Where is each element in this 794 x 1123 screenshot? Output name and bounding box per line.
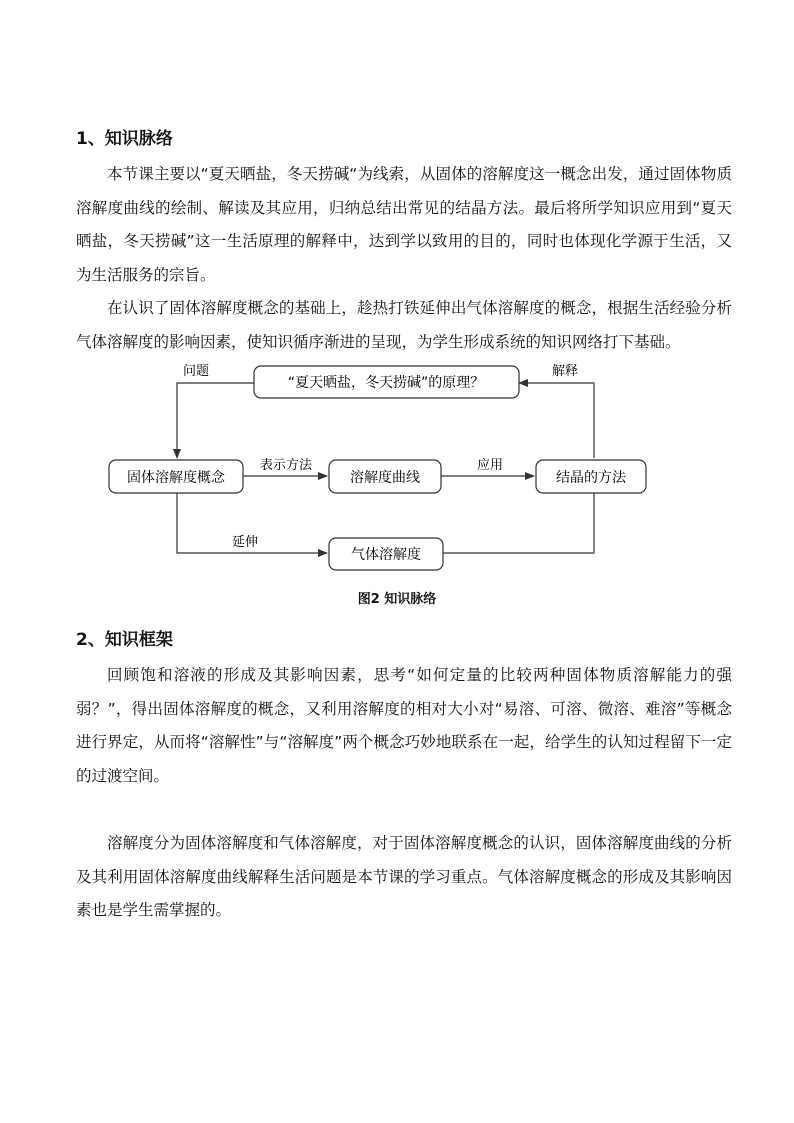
edge-label-explain: 解释 xyxy=(551,364,579,379)
section1-heading: 1、知识脉络 xyxy=(76,129,173,149)
edge-crystallization-to-gas xyxy=(443,492,594,553)
node-question-label: “夏天晒盐，冬天捞碱”的原理？ xyxy=(287,375,485,391)
section2-heading: 2、知识框架 xyxy=(76,630,173,650)
node-question xyxy=(254,366,519,398)
section2-paragraph-1: 回顾饱和溶液的形成及其影响因素，思考“如何定量的比较两种固体物质溶解能力的强弱？”，得出固体溶解度的概念，又利用溶解度的相对大小对“易溶、可溶、微溶、难溶”等概念进行界定，从而将“溶解性”与“溶解度”两个概念巧妙地联系在一起，给学生的认知过程留下一定的过渡空间。 xyxy=(76,666,732,785)
edge-label-apply: 应用 xyxy=(476,458,504,473)
node-solid-concept-label: 固体溶解度概念 xyxy=(127,470,225,486)
figure-caption: 图2 知识脉络 xyxy=(357,592,437,607)
node-solid-concept xyxy=(109,460,243,493)
section1-paragraph-1: 本节课主要以“夏天晒盐，冬天捞碱“为线索，从固体的溶解度这一概念出发，通过固体物质溶解度曲线的绘制、解读及其应用，归纳总结出常见的结晶方法。最后将所学知识应用到“夏天晒盐，冬天捞碱”这一生活原理的解释中，达到学以致用的目的，同时也体现化学源于生活，又为生活服务的宗旨。 xyxy=(76,165,732,284)
node-gas-solubility-label: 气体溶解度 xyxy=(351,547,421,563)
section2-paragraph-2: 溶解度分为固体溶解度和气体溶解度，对于固体溶解度概念的认识，固体溶解度曲线的分析及其利用固体溶解度曲线解释生活问题是本节课的学习重点。气体溶解度概念的形成及其影响因素也是学生需掌握的。 xyxy=(76,834,732,919)
edge-question-to-concept xyxy=(177,383,254,458)
node-curve-label: 溶解度曲线 xyxy=(350,470,420,486)
node-curve xyxy=(329,460,441,493)
knowledge-flow-diagram xyxy=(100,355,680,584)
node-crystallization-label: 结晶的方法 xyxy=(556,470,626,486)
edge-label-question: 问题 xyxy=(182,364,210,379)
node-crystallization xyxy=(536,460,646,493)
edge-label-represent: 表示方法 xyxy=(259,458,313,473)
edge-crystallization-to-question xyxy=(519,383,594,458)
edge-label-extend: 延伸 xyxy=(231,535,259,550)
node-gas-solubility xyxy=(329,538,443,570)
section1-paragraph-2: 在认识了固体溶解度概念的基础上，趁热打铁延伸出气体溶解度的概念，根据生活经验分析气体溶解度的影响因素，使知识循序渐进的呈现，为学生形成系统的知识网络打下基础。 xyxy=(76,299,732,351)
